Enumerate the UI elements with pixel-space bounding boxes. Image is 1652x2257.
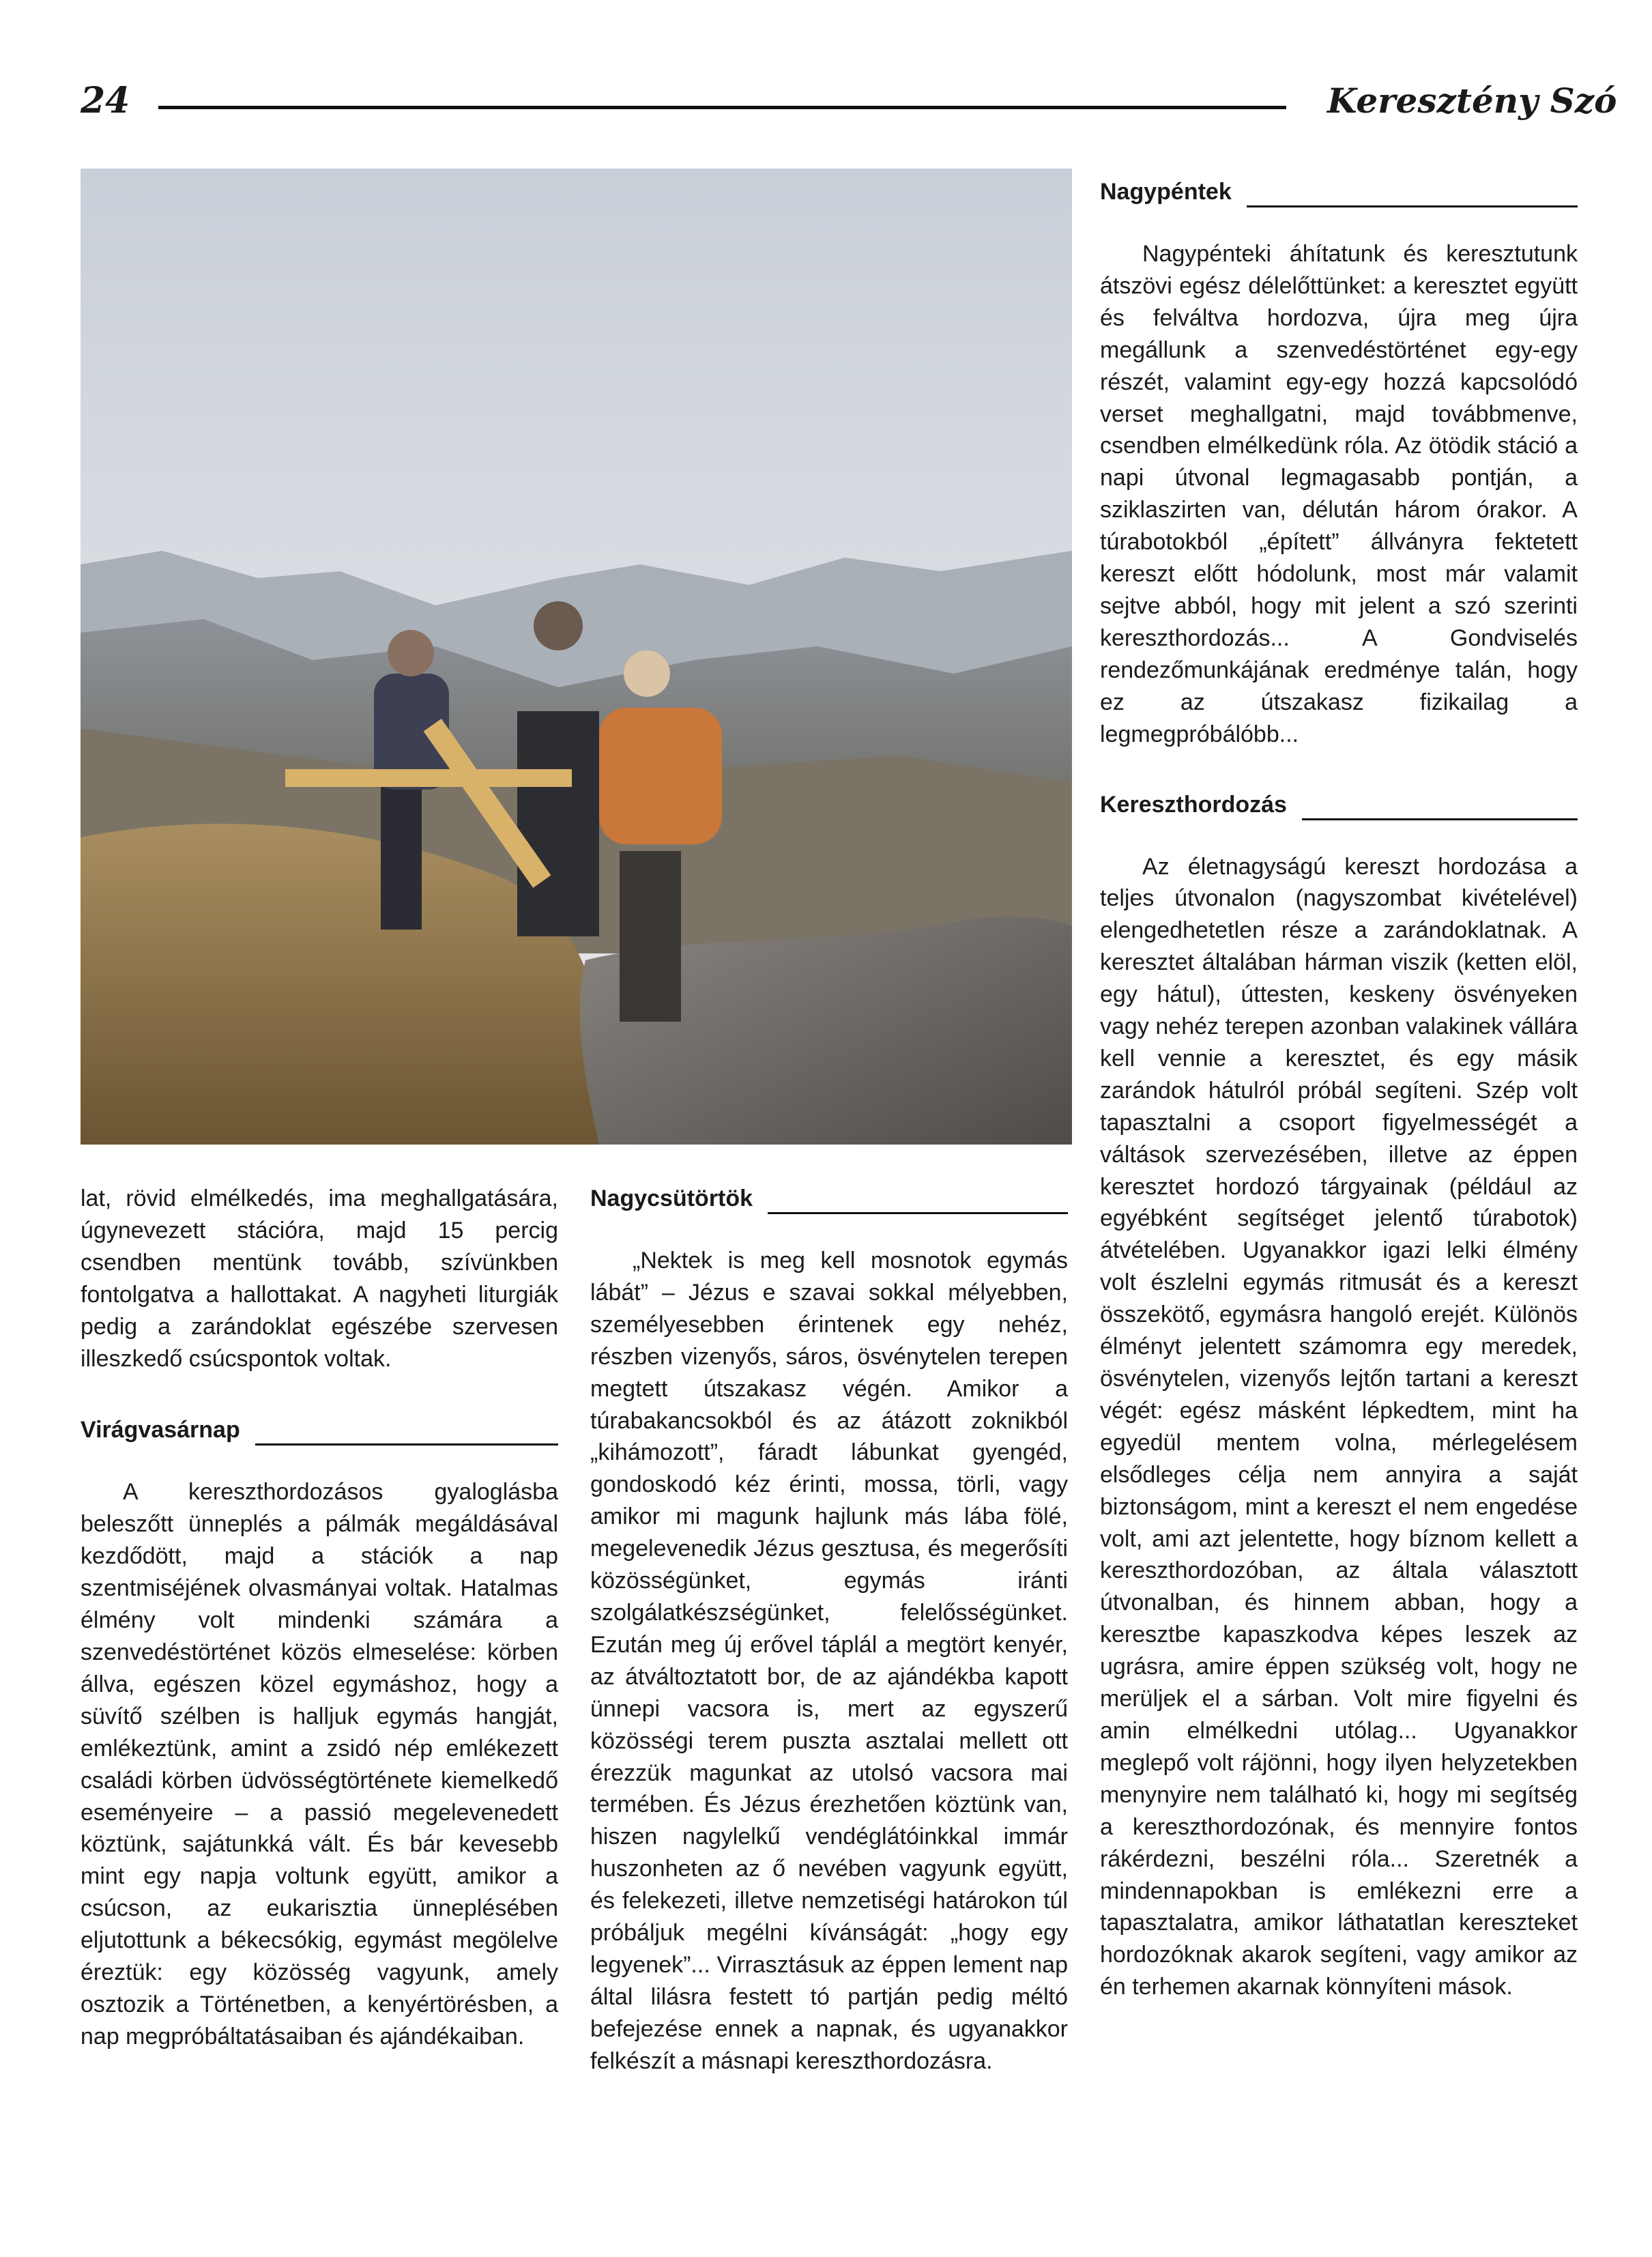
paragraph-viragvasarnap: A kereszthordozásos gyaloglásba beleszőtt ünneplés a pálmák megáldásával kezdődött, majd a stációk a nap szentmiséjének olvasmányai voltak. Hatalmas élmény volt mindenki számára a szenvedéstörténet közös elmeselése: körben állva, egészen közel egymáshoz, hogy a süvítő szélben is halljuk egymás hangját, emlékeztünk, amint a zsidó nép emlékezett családi körben üdvösségtörténete kiemelkedő eseményeire – a passió megelevenedett köztünk, sajátunkká vált. És bár kevesebb mint egy napja voltunk együtt, amikor a csúcson, az eukarisztia ünneplésében eljutottunk a békecsókig, egymást megölelve éreztük: egy közösség vagyunk, amely osztozik a Történetben, a kenyértörésben, a nap megpróbáltatásaiban és ajándékaiban. [81,1479,558,2050]
header-rule [158,106,1286,109]
heading-rule [1302,798,1578,820]
heading-rule [768,1192,1068,1214]
section-heading-kereszthordozas [1100,789,1578,820]
paragraph-nagycsutortok: „Nektek is meg kell mosnotok egymás lábát” – Jézus e szavai sokkal mélyebben, személyesebben érintenek egy nehéz, részben vizenyős, sáros, ösvénytelen terepen megtett útszakasz végén. Amikor a túrabakancsokból és az átázott zoknikból „kihámozott”, fáradt lábunkat gyengéd, gondoskodó kéz érinti, mossa, törli, vagy amikor mi magunk hajlunk más lába fölé, megelevenedik Jézus gesztusa, és megerősíti közösségünket, egymás iránti szolgálatkészségünket, felelősségünket. Ezután meg új erővel táplál a megtört kenyér, az átváltoztatott bor, de az ajándékba kapott ünnepi vacsora is, mert az egyszerű közösségi terem puszta asztalai mellett ott érezzük magunkat az utolsó vacsora mai termében. És Jézus érezhetően köztünk van, hiszen nagylelkű vendéglátóinkkal immár huszonheten az ő nevében vagyunk együtt, és felekezeti, illetve nemzetiségi határokon túl próbáljuk megélni kívánságát: „hogy egy legyenek”... Virrasztásuk az éppen lement nap által lilásra festett tó partján pedig méltó befejezése ennek a napnak, és ugyanakkor felkészít a másnapi kereszthordozásra. [590,1248,1068,2074]
section-heading-viragvasarnap [81,1414,558,1446]
page-number: 24 [81,80,130,121]
section-heading-nagycsutortok [590,1183,1068,1214]
heading-label: Virágvasárnap [81,1417,240,1443]
photo-hikers-with-cross [81,169,1072,1145]
heading-label: Nagypéntek [1100,179,1232,205]
paragraph-kereszthordozas: Az életnagyságú kereszt hordozása a teljes útvonalon (nagyszombat kivételével) elengedhetetlen része a zarándoklatnak. A keresztet általában hárman viszik (ketten elöl, egy hátul), úttesten, keskeny ösvényeken vagy nehéz terepen azonban valakinek vállára kell vennie a keresztet, és egy másik zarándok hátulról próbál segíteni. Szép volt tapasztalni a csoport figyelmességét a váltások szervezésében, illetve az éppen keresztet hordozó tárgyainak (például az egyébként segítséget jelentő túrabotok) átvételében. Ugyanakkor igazi lelki élmény volt észlelni egymás ritmusát és a kereszt összekötő, egymásra hangoló erejét. Különös élményt jelentett számomra egy meredek, ösvénytelen, vizenyős lejtőn tartani a kereszt végét: egész másként lépkedtem, mint ha egyedül mentem volna, mérlegelésem elsődleges célja nem annyira a saját biztonságom, mint a kereszt el nem engedése volt, ami azt jelentette, hogy bíznom kellett a kereszthordozóban, az általa választott útvonalban, és hinnem abban, hogy a keresztbe kapaszkodva képes leszek az ugrásra, amire éppen szükség volt, hogy ne merüljek el a sárban. Volt mire figyelni és amin elmélkedni utólag... Ugyanakkor meglepő volt rájönni, hogy ilyen helyzetekben menynyire nem található ki, hogy mi segítség a kereszthordozónak, és mennyire fontos rákérdezni, beszélni róla... Szeretnék a mindennapokban is emlékezni erre a tapasztalatra, amikor láthatatlan kereszteket hordozóknak akarok segíteni, vagy amikor az én terhemen akarnak könnyíteni mások. [1100,853,1578,2000]
magazine-title: Keresztény Szó [1327,81,1617,121]
heading-rule [1247,185,1578,207]
column-middle [590,1183,1068,2078]
section-heading-nagypentek [1100,176,1578,207]
heading-label: Nagycsütörtök [590,1185,753,1211]
column-right [1100,176,1578,2003]
column-left [81,1183,558,2053]
heading-label: Kereszthordozás [1100,791,1287,818]
heading-rule [255,1423,558,1446]
paragraph-nagypentek: Nagypénteki áhítatunk és keresztutunk átszövi egész délelőttünket: a keresztet együtt és felváltva hordozva, újra meg újra megállunk a szenvedéstörténet egy-egy részét, valamint egy-egy hozzá kapcsolódó verset meghallgatni, majd továbbmenve, csendben elmélkedünk róla. Az ötödik stáció a napi útvonal legmagasabb pontján, a sziklaszirten van, délután három órakor. A túrabotokból „épített” állványra fektetett kereszt előtt hódolunk, most már valamit sejtve abból, hogy mit jelent a szó szerinti kereszthordozás... A Gondviselés rendezőmunkájának eredménye talán, hogy ez az útszakasz fizikailag a legmegpróbálóbb... [1100,241,1578,747]
paragraph-continued: lat, rövid elmélkedés, ima meghallgatására, úgynevezett stációra, majd 15 percig csendben mentünk tovább, szívünkben fontolgatva a hallottakat. A nagyheti liturgiák pedig a zarándoklat egészébe szervesen illeszkedő csúcspontok voltak. [81,1185,558,1372]
